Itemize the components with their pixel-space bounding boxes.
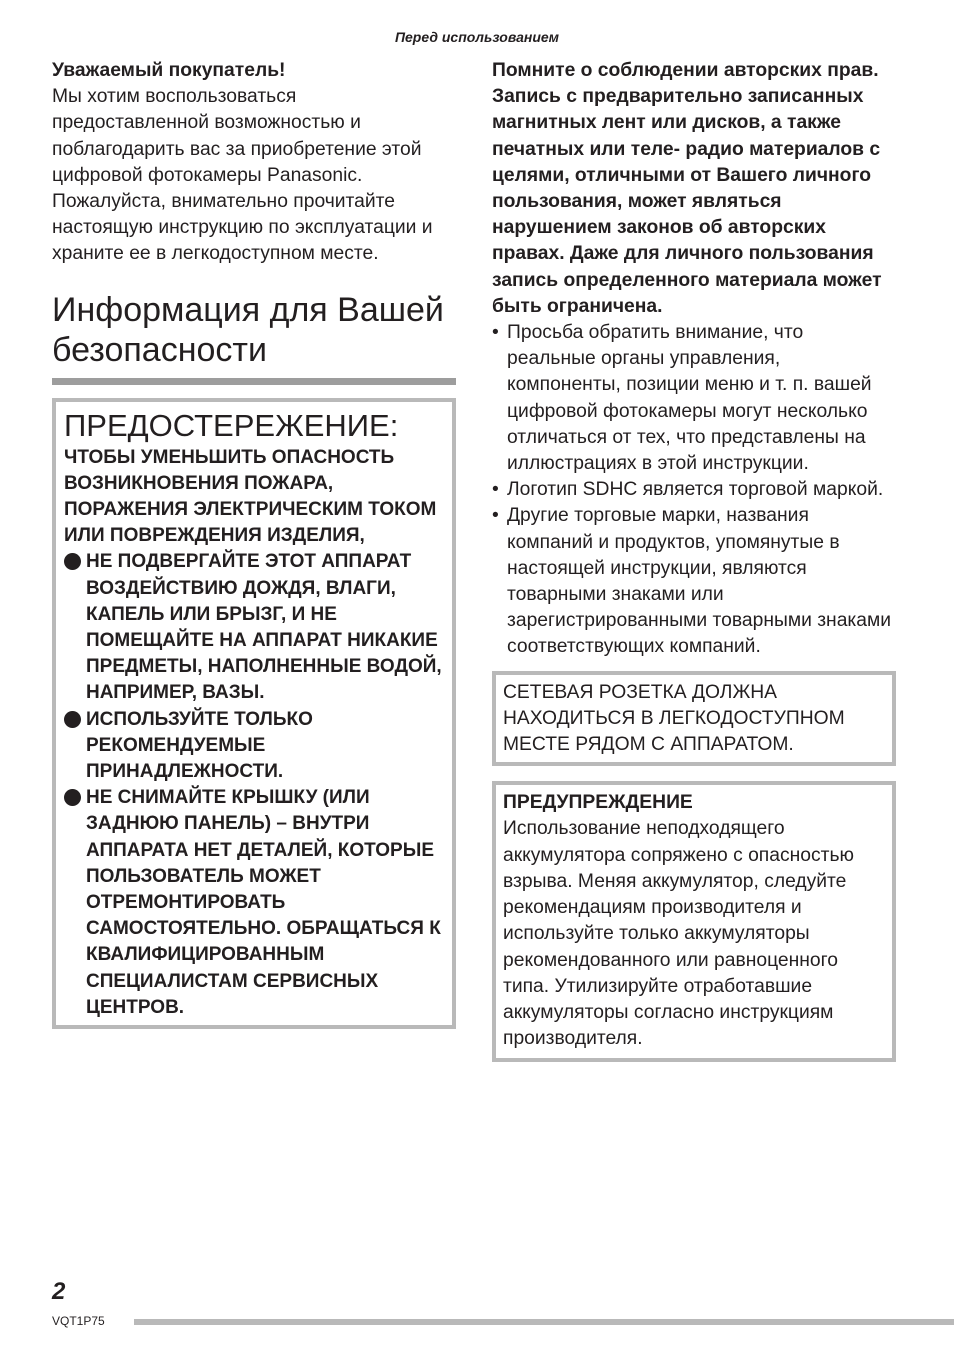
title-rule bbox=[52, 378, 456, 385]
greeting-block bbox=[52, 58, 456, 268]
bullet-icon bbox=[64, 549, 86, 706]
warning-title: ПРЕДУПРЕЖДЕНИЕ bbox=[503, 792, 693, 814]
caution-heading: ПРЕДОСТЕРЕЖЕНИЕ: bbox=[64, 407, 399, 443]
copyright-statement: Запись с предварительно записанных магнитных лент или дисков, а также печатных или теле- радио материалов с целями, отличными от Вашего личного пользования, может являться нарушением законов об авторских правах. Даже для личного пользования запись определенного материала может быть ограничена. bbox=[492, 86, 882, 317]
battery-warning-box bbox=[492, 781, 896, 1062]
greeting-title: Уважаемый покупатель! bbox=[52, 60, 286, 81]
socket-notice-text: СЕТЕВАЯ РОЗЕТКА ДОЛЖНА НАХОДИТЬСЯ В ЛЕГКОДОСТУПНОМ МЕСТЕ РЯДОМ С АППАРАТОМ. bbox=[503, 681, 845, 756]
page-number: 2 bbox=[52, 1278, 66, 1305]
copyright-title: Помните о соблюдении авторских прав. bbox=[492, 60, 879, 81]
list-item-text: Логотип SDHC является торговой маркой. bbox=[507, 479, 884, 501]
running-header: Перед использованием bbox=[394, 29, 560, 45]
caution-item bbox=[64, 549, 444, 706]
list-item bbox=[492, 320, 896, 477]
list-item-text: Другие торговые марки, названия компаний и продуктов, упомянутые в настоящей инструкции, являются товарными знаками или зарегистрированными товарными знаками соответствующих компаний. bbox=[507, 505, 892, 658]
list-item bbox=[492, 503, 896, 660]
caution-item bbox=[64, 785, 444, 1021]
socket-notice-box bbox=[492, 671, 896, 767]
document-code: VQT1P75 bbox=[52, 1314, 105, 1328]
bullet-icon: • bbox=[492, 505, 499, 527]
bullet-icon: • bbox=[492, 479, 499, 501]
footer-rule bbox=[134, 1319, 954, 1325]
caution-intro: ЧТОБЫ УМЕНЬШИТЬ ОПАСНОСТЬ ВОЗНИКНОВЕНИЯ ПОЖАРА, ПОРАЖЕНИЯ ЭЛЕКТРИЧЕСКИМ ТОКОМ ИЛИ ПОВРЕЖДЕНИЯ ИЗДЕЛИЯ, bbox=[64, 446, 437, 547]
left-column bbox=[52, 58, 456, 1029]
bullet-icon bbox=[64, 707, 86, 786]
caution-box bbox=[52, 398, 456, 1029]
list-item-text: Просьба обратить внимание, что реальные органы управления, компоненты, позиции меню и т. п. вашей цифровой фотокамеры могут несколько отличаться от тех, что представлены на иллюстрациях в этой инструкции. bbox=[507, 322, 872, 475]
greeting-text: Мы хотим воспользоваться предоставленной возможностью и поблагодарить вас за приобретение этой цифровой фотокамеры Panasonic. Пожалуйста, внимательно прочитайте настоящую инструкцию по эксплуатации и храните ее в легкодоступном месте. bbox=[52, 86, 433, 265]
caution-item bbox=[64, 707, 444, 786]
warning-text: Использование неподходящего аккумулятора сопряжено с опасностью взрыва. Меняя аккумулятор, следуйте рекомендациям производителя и используйте только аккумуляторы рекомендованного или равноценного типа. Утилизируйте отработавшие аккумуляторы согласно инструкциям производителя. bbox=[503, 818, 854, 1050]
section-title: Информация для Вашей безопасности bbox=[52, 290, 444, 369]
copyright-notes-list bbox=[492, 320, 896, 661]
caution-item-text: НЕ СНИМАЙТЕ КРЫШКУ (ИЛИ ЗАДНЮЮ ПАНЕЛЬ) – ВНУТРИ АППАРАТА НЕТ ДЕТАЛЕЙ, КОТОРЫЕ ПОЛЬЗОВАТЕЛЬ МОЖЕТ ОТРЕМОНТИРОВАТЬ САМОСТОЯТЕЛЬНО. ОБРАЩАТЬСЯ К КВАЛИФИЦИРОВАННЫМ СПЕЦИАЛИСТАМ СЕРВИСНЫХ ЦЕНТРОВ. bbox=[86, 787, 441, 1018]
right-column bbox=[492, 58, 896, 1062]
bullet-icon bbox=[64, 785, 86, 1021]
bullet-icon: • bbox=[492, 322, 499, 344]
caution-item-text: ИСПОЛЬЗУЙТЕ ТОЛЬКО РЕКОМЕНДУЕМЫЕ ПРИНАДЛЕЖНОСТИ. bbox=[86, 708, 313, 783]
copyright-block bbox=[492, 58, 896, 661]
caution-item-text: НЕ ПОДВЕРГАЙТЕ ЭТОТ АППАРАТ ВОЗДЕЙСТВИЮ ДОЖДЯ, ВЛАГИ, КАПЕЛЬ ИЛИ БРЫЗГ, И НЕ ПОМЕЩАЙТЕ НА АППАРАТ НИКАКИЕ ПРЕДМЕТЫ, НАПОЛНЕННЫЕ ВОДОЙ, НАПРИМЕР, ВАЗЫ. bbox=[86, 551, 442, 704]
list-item bbox=[492, 477, 896, 503]
